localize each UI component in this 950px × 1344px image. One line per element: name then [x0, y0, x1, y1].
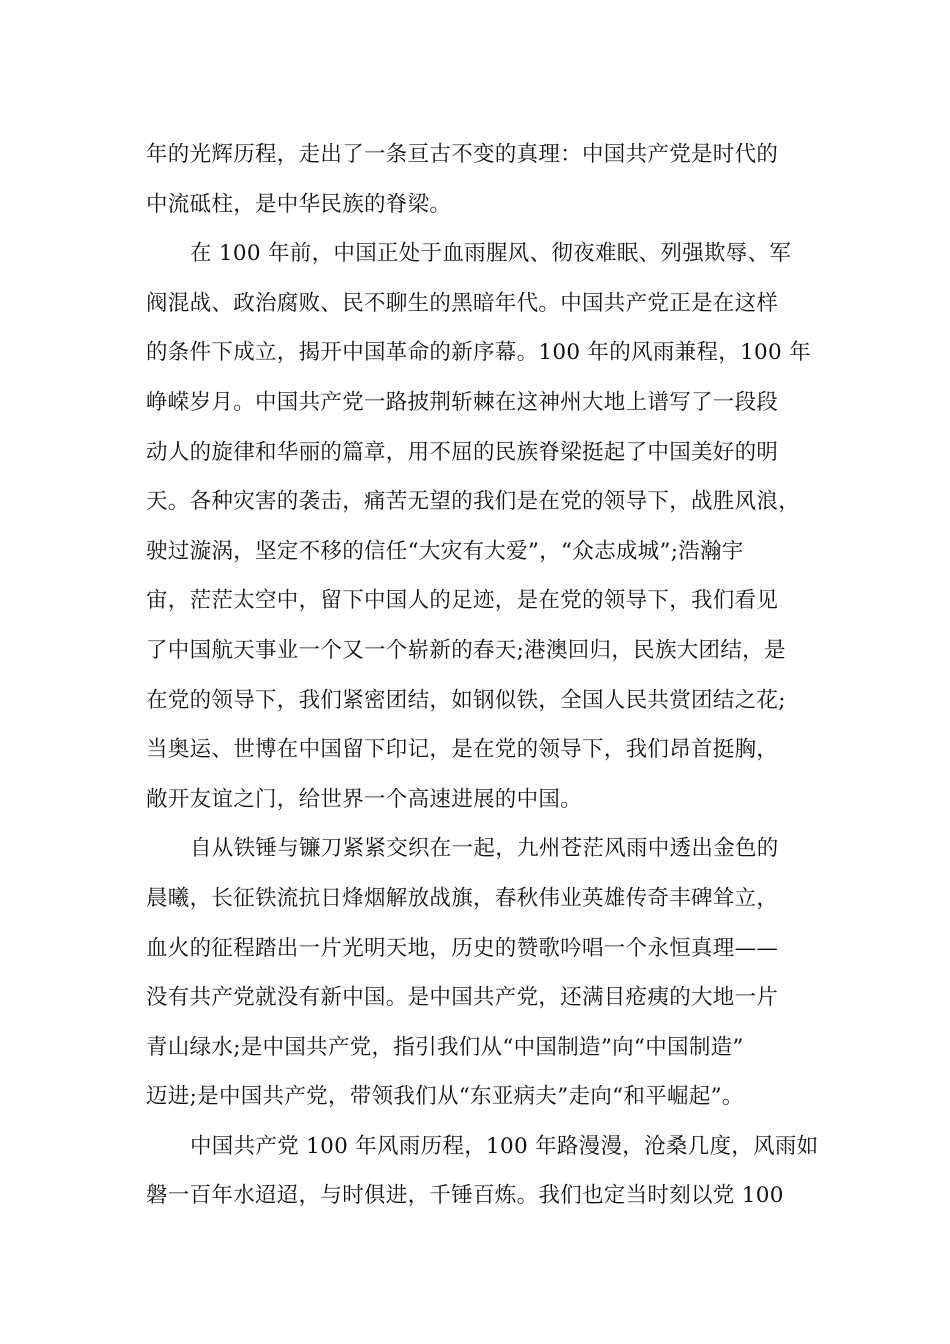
paragraph-2 [146, 229, 811, 824]
text-line: 峥嵘岁月。中国共产党一路披荆斩棘在这神州大地上谱写了一段段 [146, 389, 779, 415]
paragraph-3 [146, 824, 806, 1122]
paragraph-1 [146, 130, 806, 229]
text-line: 阀混战、政治腐败、民不聊生的黑暗年代。中国共产党正是在这样 [146, 290, 779, 316]
text-line: 动人的旋律和华丽的篇章，用不屈的民族脊梁挺起了中国美好的明 [146, 439, 779, 465]
text-line: 自从铁锤与镰刀紧紧交织在一起，九州苍茫风雨中透出金色的 [190, 836, 779, 862]
text-line: 了中国航天事业一个又一个崭新的春天;港澳回归，民族大团结，是 [146, 637, 786, 663]
text-line: 驶过漩涡，坚定不移的信任“大灾有大爱”，“众志成城”;浩瀚宇 [146, 538, 744, 564]
text-line: 的条件下成立，揭开中国革命的新序幕。100 年的风雨兼程，100 年 [146, 340, 811, 366]
text-line: 没有共产党就没有新中国。是中国共产党，还满目疮痍的大地一片 [146, 985, 779, 1011]
body-text [146, 130, 819, 1221]
text-line: 青山绿水;是中国共产党，指引我们从“中国制造”向“中国制造” [146, 1034, 744, 1060]
text-line: 在党的领导下，我们紧密团结，如钢似铁，全国人民共赏团结之花; [146, 687, 786, 713]
text-line: 磐一百年水迢迢，与时俱进，千锤百炼。我们也定当时刻以党 100 [146, 1183, 784, 1209]
text-line: 在 100 年前，中国正处于血雨腥风、彻夜难眠、列强欺辱、军 [190, 241, 792, 267]
text-line: 迈进;是中国共产党，带领我们从“东亚病夫”走向“和平崛起”。 [146, 1084, 744, 1110]
paragraph-4 [146, 1122, 819, 1221]
text-line: 天。各种灾害的袭击，痛苦无望的我们是在党的领导下，战胜风浪， [146, 489, 801, 515]
text-line: 中国共产党 100 年风雨历程，100 年路漫漫，沧桑几度，风雨如 [190, 1133, 819, 1159]
text-line: 年的光辉历程，走出了一条亘古不变的真理：中国共产党是时代的 [146, 142, 779, 167]
text-line: 当奥运、世博在中国留下印记，是在党的领导下，我们昂首挺胸， [146, 737, 779, 763]
text-line: 宙，茫茫太空中，留下中国人的足迹，是在党的领导下，我们看见 [146, 588, 779, 614]
text-line: 血火的征程踏出一片光明天地，历史的赞歌吟唱一个永恒真理—— [146, 935, 779, 961]
text-line: 晨曦，长征铁流抗日烽烟解放战旗，春秋伟业英雄传奇丰碑耸立， [146, 885, 779, 911]
text-line: 中流砥柱，是中华民族的脊梁。 [146, 191, 452, 217]
text-line: 敞开友谊之门，给世界一个高速进展的中国。 [146, 786, 583, 812]
